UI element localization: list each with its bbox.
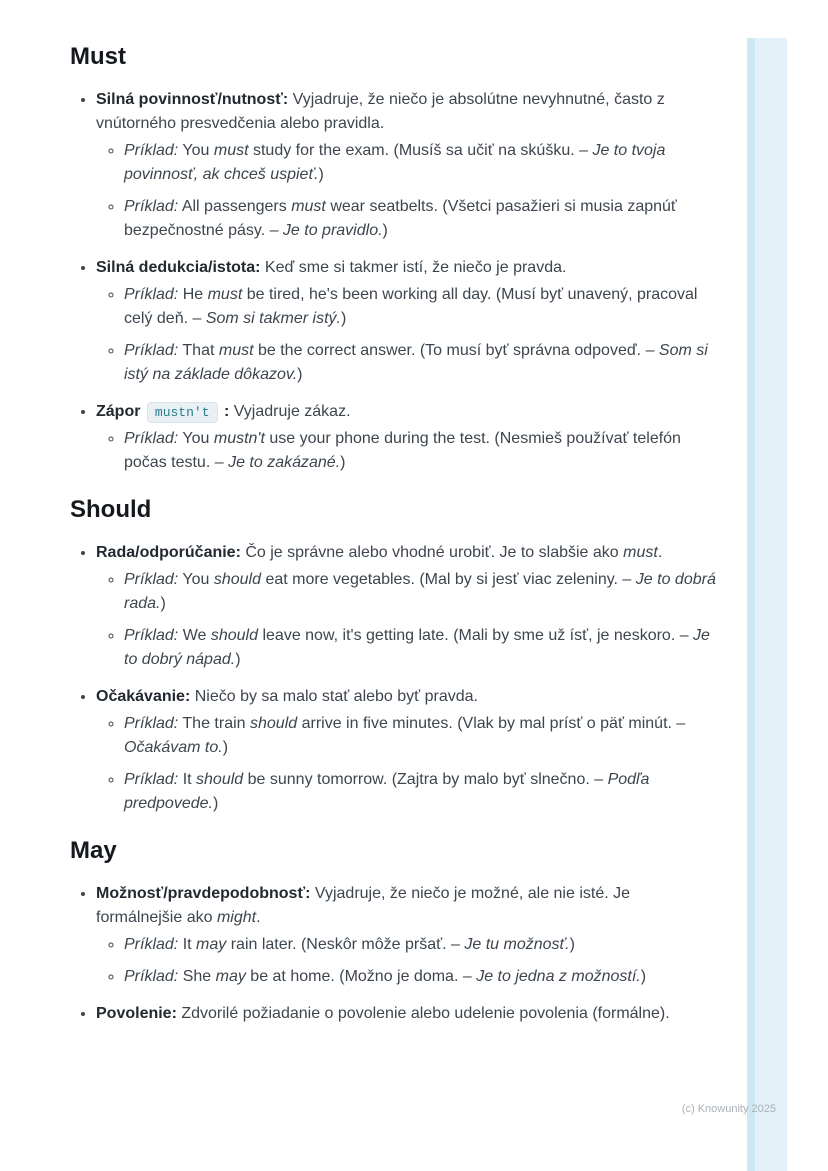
example-item	[124, 711, 718, 760]
text-run: Príklad:	[124, 936, 179, 953]
text-run: Očakávam to.	[124, 739, 223, 756]
text-run: Príklad:	[124, 198, 179, 215]
text-run: )	[235, 651, 241, 668]
text-run: Príklad:	[124, 715, 179, 732]
text-run: Príklad:	[124, 286, 179, 303]
bullet-list	[70, 541, 718, 816]
bullet-list	[70, 88, 718, 475]
example-item	[124, 338, 718, 387]
text-run: might	[216, 909, 257, 926]
text-run: must	[623, 544, 658, 561]
example-list	[96, 711, 718, 816]
item-text	[96, 541, 718, 565]
text-run: Vyjadruje, že niečo je možné, ale nie isté. Je formálnejšie ako	[96, 885, 631, 926]
text-run: eat more vegetables. (Mal by si jesť viac zeleniny. –	[261, 571, 636, 588]
list-item	[96, 88, 718, 243]
text-run: Vyjadruje zákaz.	[229, 403, 351, 420]
content-column	[70, 38, 718, 1039]
text-run: Príklad:	[124, 968, 179, 985]
text-run: )	[222, 739, 229, 756]
text-run: He	[178, 286, 208, 303]
item-text	[96, 400, 718, 424]
section-heading-should: Should	[70, 496, 152, 523]
text-run: )	[340, 310, 347, 327]
text-run: Som si takmer istý.	[205, 310, 341, 327]
example-item	[124, 767, 718, 816]
right-margin-stripe	[747, 38, 787, 1171]
text-run: Som si istý na základe dôkazov.	[124, 342, 708, 383]
text-run: That	[178, 342, 219, 359]
text-run: Silná povinnosť/nutnosť:	[96, 91, 289, 108]
list-item	[96, 256, 718, 387]
text-run: Keď sme si takmer istí, že niečo je pravda.	[260, 259, 567, 276]
text-run: be the correct answer. (To musí byť správna odpoveď. –	[253, 342, 659, 359]
example-list	[96, 282, 718, 387]
text-run: Zápor	[96, 403, 145, 420]
text-run: be at home. (Možno je doma. –	[245, 968, 477, 985]
text-run: should	[210, 627, 259, 644]
text-run: .	[657, 544, 663, 561]
text-run: should	[196, 771, 244, 788]
text-run: mustn't	[213, 430, 265, 447]
item-text	[96, 882, 718, 930]
example-list	[96, 932, 718, 989]
text-run: Podľa predpovede.	[124, 771, 650, 812]
text-run: Očakávanie:	[96, 688, 191, 705]
text-run: should	[213, 571, 262, 588]
text-run: Zdvorilé požiadanie o povolenie alebo udelenie povolenia (formálne).	[176, 1005, 670, 1022]
example-list	[96, 138, 718, 243]
text-run: It	[178, 936, 197, 953]
text-run: be tired, he's been working all day. (Musí byť unavený, pracoval celý deň. –	[124, 286, 698, 327]
text-run: should	[250, 715, 298, 732]
text-run: Silná dedukcia/istota:	[96, 259, 261, 276]
text-run: It	[178, 771, 197, 788]
section-heading-may: May	[70, 837, 117, 864]
text-run: may	[196, 936, 227, 953]
text-run: Rada/odporúčanie:	[96, 544, 241, 561]
text-run: Príklad:	[124, 342, 179, 359]
text-run: Vyjadruje, že niečo je absolútne nevyhnutné, často z vnútorného presvedčenia alebo pravidla.	[96, 91, 665, 132]
item-text	[96, 88, 718, 136]
list-item	[96, 1002, 718, 1026]
text-run: Niečo by sa malo stať alebo byť pravda.	[190, 688, 478, 705]
example-item	[124, 426, 718, 475]
text-run: )	[297, 366, 303, 383]
text-run: Je to pravidlo.	[282, 222, 383, 239]
list-item	[96, 400, 718, 475]
text-run: Príklad:	[124, 771, 179, 788]
bullet-list	[70, 882, 718, 1026]
list-item	[96, 541, 718, 672]
text-run: must	[213, 142, 249, 159]
text-run: must	[218, 342, 254, 359]
example-item	[124, 567, 718, 616]
text-run: )	[160, 595, 166, 612]
text-run: All passengers	[178, 198, 292, 215]
example-list	[96, 426, 718, 475]
item-text	[96, 685, 718, 709]
text-run: study for the exam. (Musíš sa učiť na skúšku. –	[248, 142, 593, 159]
text-run: must	[291, 198, 326, 215]
text-run: must	[207, 286, 243, 303]
inline-code: mustn't	[147, 402, 218, 423]
text-run: Príklad:	[124, 571, 179, 588]
text-run: wear seatbelts. (Všetci pasažieri si musia zapnúť bezpečnostné pásy. –	[124, 198, 677, 239]
text-run: )	[640, 968, 647, 985]
text-run: She	[178, 968, 216, 985]
text-run: may	[215, 968, 246, 985]
item-text	[96, 1002, 718, 1026]
text-run: Je to dobrá rada.	[124, 571, 716, 612]
text-run: Je to zakázané.	[228, 454, 341, 471]
text-run: Povolenie:	[96, 1005, 177, 1022]
text-run: Je to tvoja povinnosť, ak chceš uspieť.	[124, 142, 666, 183]
text-run: The train	[178, 715, 250, 732]
text-run: Je tu možnosť.	[464, 936, 570, 953]
text-run: use your phone during the test. (Nesmieš používať telefón počas testu. –	[124, 430, 681, 471]
text-run: Čo je správne alebo vhodné urobiť. Je to slabšie ako	[240, 544, 624, 561]
text-run: arrive in five minutes. (Vlak by mal prísť o päť minút. –	[297, 715, 686, 732]
text-run: Je to jedna z možností.	[476, 968, 641, 985]
text-run: Je to dobrý nápad.	[124, 627, 710, 668]
example-item	[124, 194, 718, 243]
text-run: Príklad:	[124, 627, 179, 644]
text-run: .	[256, 909, 261, 926]
text-run: )	[569, 936, 575, 953]
text-run: You	[178, 142, 214, 159]
text-run: :	[219, 403, 230, 420]
text-run: leave now, it's getting late. (Mali by sme už ísť, je neskoro. –	[258, 627, 694, 644]
example-list	[96, 567, 718, 672]
text-run: Možnosť/pravdepodobnosť:	[96, 885, 311, 902]
text-run: Príklad:	[124, 142, 179, 159]
item-text	[96, 256, 718, 280]
example-item	[124, 964, 718, 989]
text-run: )	[382, 222, 388, 239]
text-run: )	[212, 795, 219, 812]
list-item	[96, 685, 718, 816]
text-run: rain later. (Neskôr môže pršať. –	[226, 936, 465, 953]
example-item	[124, 932, 718, 957]
text-run: You	[178, 571, 214, 588]
list-item	[96, 882, 718, 989]
text-run: )	[318, 166, 324, 183]
text-run: be sunny tomorrow. (Zajtra by malo byť slnečno. –	[243, 771, 608, 788]
text-run: Príklad:	[124, 430, 179, 447]
text-run: You	[178, 430, 214, 447]
text-run: )	[340, 454, 346, 471]
section-heading-must: Must	[70, 43, 126, 70]
example-item	[124, 623, 718, 672]
example-item	[124, 282, 718, 331]
text-run: We	[178, 627, 211, 644]
watermark: (c) Knowunity 2025	[681, 1103, 776, 1115]
example-item	[124, 138, 718, 187]
